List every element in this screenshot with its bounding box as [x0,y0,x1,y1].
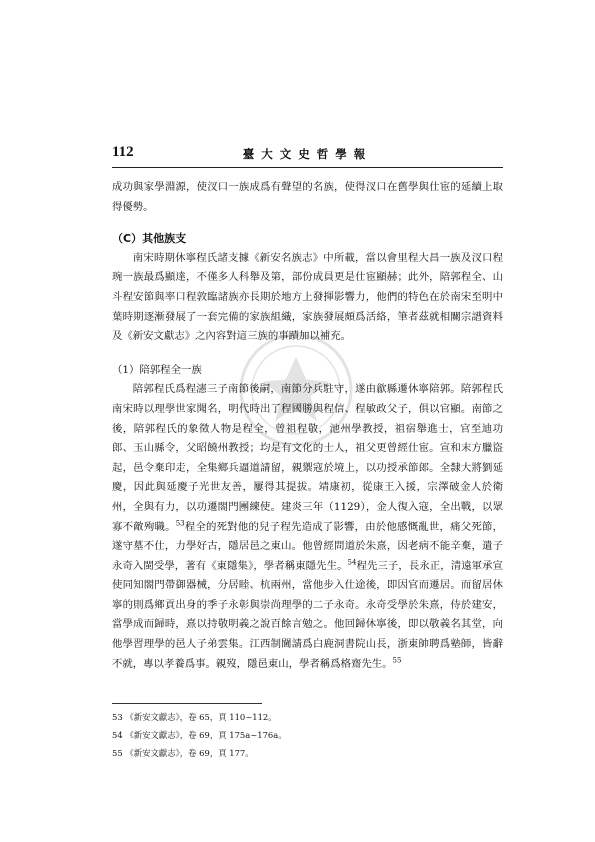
paragraph-3-part-2: 程全的死對他的兒子程先造成了影響，由於他感慨亂世，痛父死節，遂守墓不仕，力學好古，隱居邑之東山。他曾經問道於朱熹，因老病不能辛棄，遣子永奇入閩受學，著有《東隱集》，學者稱東隱先生。 [112,520,504,572]
footnotes [112,708,503,762]
footnote-ref-53[interactable]: 53 [175,519,185,528]
footnote-text: 《新安文獻志》，卷 65，頁 110~112。 [125,712,277,722]
paragraph-1: 成功與家學淵源，使汊口一族成爲有聲望的名族，使得汊口在舊學與仕宦的延續上取得優勢。 [112,181,503,213]
footnote-rule [112,703,262,704]
footnote-ref-54[interactable]: 54 [347,558,357,567]
footnote-ref-55[interactable]: 55 [392,656,402,665]
page-header [112,144,503,166]
paragraph-3 [112,380,503,674]
footnote-number: 54 [112,730,123,740]
footnote-53 [112,708,503,726]
footnote-number: 55 [112,748,123,758]
footnote-number: 53 [112,712,123,722]
footnote-54 [112,726,503,744]
header-rule [112,167,503,168]
paragraph-3-part-1: 陪郭程氏爲程瀗三子南節後嗣，南節分兵駐守，遂由歙縣遷休寧陪郭。陪郭程氏南宋時以理學世家聞名，明代時出了程國勝與程信、程敏政父子，俱以官顯。南節之後，陪郭程氏的象徵人物是程全，曾祖程敬，池州學教授，祖宿舉進士，官至迪功郎、玉山縣令，父昭饒州教授；均是有文化的士人，祖父更曾經仕宦。宣和末方臘盜起，邑令棄印走，全集鄉兵逼道請留，親禦寇於境上，以功授承節郎。全隸大將劉延慶，因此與延慶子光世友善，屢得其提拔。靖康初，從康王入援，宗澤破金人於衛州，全與有力，以功遷閤門團練使。建炎三年（1129），金人復入寇，全出戰，以眾寡不敵殉職。 [112,383,503,533]
journal-title: 臺大文史哲學報 [242,147,373,161]
main-body [112,178,503,674]
paragraph-2: 南宋時期休寧程氏諸支據《新安名族志》中所載，當以會里程大昌一族及汊口程琬一族最爲顯達，不僅多人科舉及第，部份成員更是仕宦顯赫；此外，陪郭程全、山斗程安節與率口程敦臨諸族亦長期於地方上發揮影響力，他們的特色在於南宋至明中葉時期逐漸發展了一套完備的家族組織，家族發展頗爲活絡，筆者茲就相關宗譜資料及《新安文獻志》之內容對這三族的事蹟加以補充。 [112,251,503,343]
section-title-c: （C）其他族支 [112,232,187,246]
footnote-text: 《新安文獻志》，卷 69，頁 175a~176a。 [125,730,287,740]
page-number: 112 [112,144,134,160]
paragraph-3-part-3: 程先三子，長永正，清遠軍承宣使同知閤門帶御器械，分居睦、杭兩州，當他步入仕途後，即因官而遷居。而留居休寧的則爲鄉貢出身的季子永彰與崇尚理學的二子永奇。永奇受學於朱熹，侍於建安，當學成而歸時，熹以持敬明義之說百餘言勉之。他回歸休寧後，即以敬義名其堂，向他學習理學的邑人子弟雲集。江西制閫請爲白鹿洞書院山長，浙東帥聘爲塾師，皆辭不就，專以孝養爲事。親歿，隱邑東山，學者稱爲格齋先生。 [112,559,503,670]
footnote-55 [112,744,503,762]
footnote-text: 《新安文獻志》，卷 69，頁 177。 [125,748,254,758]
subsection-title-1: （1）陪郭程全一族 [112,363,202,376]
